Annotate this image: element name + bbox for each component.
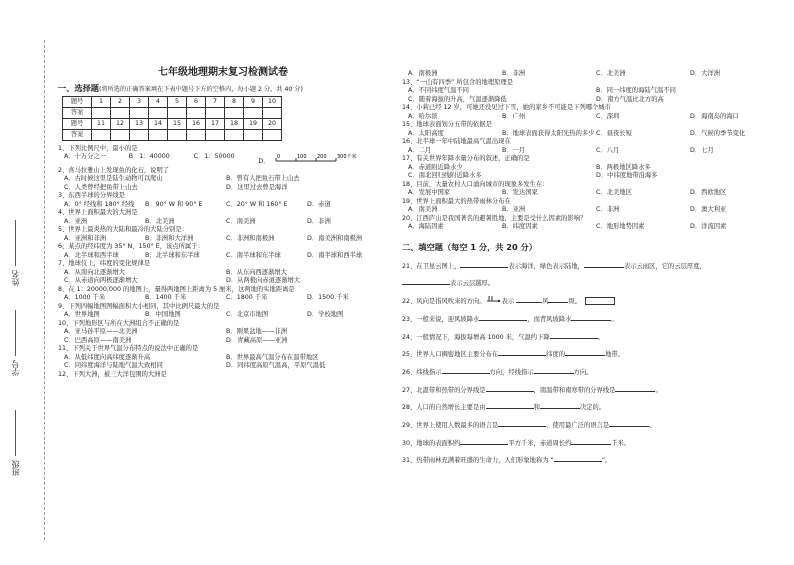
answer-table xyxy=(62,96,282,141)
answer-option[interactable]: C．南半球和东半球 xyxy=(226,251,281,259)
answer-option[interactable]: A．十万分之一 xyxy=(64,153,107,161)
option-row xyxy=(408,87,784,96)
question-number: 6 xyxy=(187,96,206,107)
student-id-field xyxy=(10,310,40,376)
fill-blank[interactable] xyxy=(402,277,450,285)
option-row xyxy=(408,223,784,232)
fill-blank[interactable] xyxy=(540,401,580,409)
fill-blank[interactable] xyxy=(516,295,542,303)
question-stem: 11、下列关于世界气温分布特点的说法中正确的是 xyxy=(58,345,199,353)
fill-text: 平方千米，赤道周长约 xyxy=(508,439,572,447)
answer-option[interactable]: C．南北回归线附近降水多 xyxy=(408,172,482,179)
question-stem: 20、江西庐山是我国著名的避暑胜地，主要是受什么因素的影响？ xyxy=(402,214,587,222)
fill-blank[interactable] xyxy=(486,384,534,392)
fill-text: 级。 xyxy=(568,297,582,305)
question-number: 18 xyxy=(225,118,244,129)
question-stem: 8、在 1：20000,000 的地图上，量得两地图上距离为 5 厘米，这两地的实地距离是 xyxy=(58,285,295,293)
answer-option[interactable]: D．非洲 xyxy=(307,217,331,225)
answer-option[interactable]: C．北美地区 xyxy=(596,189,632,196)
fill-question xyxy=(402,384,784,396)
fill-blank[interactable] xyxy=(534,366,574,374)
answer-table-row xyxy=(63,96,282,107)
answer-cell[interactable] xyxy=(206,107,225,118)
answer-option[interactable]: A．古时候这里是陆生动物可以爬山 xyxy=(64,175,163,183)
question-stem: 3、东西半球的分界线是 xyxy=(58,192,125,200)
answer-option[interactable]: B．同一纬度的海陆气温不同 xyxy=(596,87,676,94)
question-number: 3 xyxy=(130,96,149,107)
option-row xyxy=(64,153,388,167)
answer-cell[interactable] xyxy=(92,107,111,118)
fill-text: 和 xyxy=(533,404,540,412)
fill-blank[interactable] xyxy=(460,260,508,268)
answer-option[interactable]: B．1400 千米 xyxy=(145,294,187,302)
question-number: 12 xyxy=(111,118,130,129)
answer-option[interactable]: A．0° 经线和 180° 经线 xyxy=(64,200,135,208)
answer-option[interactable]: B．刚果盆地——非洲 xyxy=(226,328,287,336)
question-number: 14 xyxy=(149,118,168,129)
scale-bar-graphic xyxy=(274,153,362,163)
question-stem: 17、有关世界年降水量分布的叙述，正确的是 xyxy=(402,155,530,162)
section-fill-heading: 二、填空题（每空 1 分，共 20 分） xyxy=(402,241,537,252)
answer-option[interactable]: B．1：40000 xyxy=(128,153,170,161)
question-number: 10 xyxy=(263,96,282,107)
option-row xyxy=(64,294,388,303)
option-row xyxy=(64,362,388,371)
answer-option[interactable]: A．世界地图 xyxy=(64,311,100,319)
answer-option[interactable]: D．洋流因素 xyxy=(690,223,727,230)
row-label: 答案 xyxy=(63,107,92,118)
answer-cell[interactable] xyxy=(111,107,130,118)
answer-cell[interactable] xyxy=(130,107,149,118)
fill-text: 。 xyxy=(611,315,618,323)
row-label: 题号 xyxy=(63,96,92,107)
name-field xyxy=(10,220,40,286)
question-stem: 19、世界上面积最大的热带雨林分布在 xyxy=(402,197,511,205)
question-stem: 13、“一山有四季” 所包含的地理原理是 xyxy=(402,78,513,86)
fill-text: 27、北温带和热带的分界线是 xyxy=(402,386,486,394)
answer-option[interactable]: A．亚洲 xyxy=(64,217,88,225)
binding-line xyxy=(44,40,45,540)
fill-question xyxy=(402,419,784,431)
wind-legend-box xyxy=(585,297,615,305)
answer-option[interactable]: A．从南向北逐渐增大 xyxy=(64,268,125,276)
fill-text: 30、地球的表面积约 xyxy=(402,439,461,447)
question-stem: 9、下列四幅地图图幅面积大小相同，其中比例尺最大的是 xyxy=(58,302,220,310)
option-row xyxy=(64,311,388,320)
answer-cell[interactable] xyxy=(149,129,168,140)
answer-cell[interactable] xyxy=(244,107,263,118)
student-id-label: 学号 xyxy=(11,360,20,376)
fill-blank[interactable] xyxy=(571,437,611,445)
fill-question xyxy=(402,437,784,449)
answer-cell[interactable] xyxy=(206,129,225,140)
answer-option[interactable]: D．西欧地区 xyxy=(690,189,727,196)
option-row xyxy=(408,130,784,139)
question-stem: 15、地球表面划分五带的依据是 xyxy=(402,121,492,128)
scale-tick-label: 0 xyxy=(276,154,280,161)
answer-option[interactable]: C．深圳 xyxy=(596,112,620,120)
fill-text: ”。 xyxy=(601,457,612,465)
option-row xyxy=(408,172,784,181)
option-row xyxy=(408,113,784,122)
scale-tick-label: 100 xyxy=(296,154,307,161)
answer-option[interactable]: A．亚洲和非洲 xyxy=(64,234,107,242)
answer-option[interactable]: B．两极地区降水多 xyxy=(596,163,651,171)
answer-cell[interactable] xyxy=(187,107,206,118)
answer-option[interactable]: C．随着海拔的升高，气温逐渐降低 xyxy=(408,95,507,103)
question-number: 15 xyxy=(168,118,187,129)
answer-cell[interactable] xyxy=(130,129,149,140)
fill-text: 表示 xyxy=(499,297,517,305)
fill-blank[interactable] xyxy=(609,419,649,427)
fill-blank[interactable] xyxy=(479,313,527,321)
answer-option[interactable]: A．赤道附近降水少 xyxy=(408,163,463,171)
answer-option[interactable]: A．从低纬度向高纬度逐渐升高 xyxy=(64,353,151,361)
answer-option[interactable]: C．非洲 xyxy=(596,206,620,213)
fill-question-list xyxy=(402,260,784,466)
answer-option[interactable]: A．1000 千米 xyxy=(64,294,106,302)
answer-option[interactable]: B．纬度因素 xyxy=(502,223,538,230)
answer-option[interactable]: A．二月 xyxy=(408,146,432,154)
question-number: 17 xyxy=(206,118,225,129)
option-row xyxy=(408,70,784,79)
answer-option[interactable]: B．广州 xyxy=(502,112,526,120)
fill-text: 25、世界人口稠密地区主要分布在 xyxy=(402,351,499,359)
fill-blank[interactable] xyxy=(460,437,508,445)
answer-option[interactable]: C．同纬度海洋与陆地气温大致相同 xyxy=(64,362,163,370)
question-number: 2 xyxy=(111,96,130,107)
fill-text: 21、在卫星云图上， xyxy=(402,262,461,270)
fill-text: 表示云层越厚。 xyxy=(450,280,495,288)
name-label: 姓名 xyxy=(11,270,20,286)
fill-text: 地带。 xyxy=(605,351,624,359)
fill-question xyxy=(402,348,784,360)
fill-blank[interactable] xyxy=(554,454,602,462)
name-line[interactable] xyxy=(16,220,17,266)
answer-option[interactable]: B．世界最高气温分布在温带地区 xyxy=(226,353,319,361)
fill-question xyxy=(402,277,784,289)
fill-text: 24、一般情况下，海拔每增高 1000 米，气温约下降 xyxy=(402,333,550,341)
answer-table-row xyxy=(63,118,282,129)
option-row xyxy=(64,175,388,184)
question-stem: 4、世界上面积最大的大洲是 xyxy=(58,209,138,217)
right-question-list xyxy=(402,70,784,232)
fill-text: 26、纬线指示 xyxy=(402,368,442,376)
fill-text: 千米。 xyxy=(611,439,631,447)
answer-cell[interactable] xyxy=(263,107,282,118)
option-row xyxy=(64,277,388,286)
answer-option[interactable]: C．1：50000 xyxy=(193,153,235,161)
answer-option[interactable]: A．发展中国家 xyxy=(408,189,451,196)
fill-text: 方向，经线指示 xyxy=(489,368,534,376)
fill-question xyxy=(402,313,784,325)
answer-option[interactable]: D．从两极向赤道逐渐增大 xyxy=(226,277,301,285)
fill-text: ，而背风坡降水 xyxy=(527,315,572,323)
answer-cell[interactable] xyxy=(92,129,111,140)
answer-option[interactable]: B．非洲和大洋洲 xyxy=(145,234,194,242)
fill-blank[interactable] xyxy=(565,348,605,356)
answer-option[interactable]: B．北半球和东半球 xyxy=(145,251,200,259)
answer-option[interactable]: D．南半球和西半球 xyxy=(307,251,363,259)
fill-blank[interactable] xyxy=(571,313,611,321)
option-row xyxy=(408,164,784,173)
left-column xyxy=(58,60,388,379)
question-stem: 18、目前，大量农村人口涌向城市的现象多发生在： xyxy=(402,180,549,188)
fill-text: 31、热带雨林充满着旺盛的生命力，人们形象地称为 “ xyxy=(402,457,554,465)
fill-text: 28、人口的自然增长主要是由 xyxy=(402,404,486,412)
question-number: 8 xyxy=(225,96,244,107)
question-number: 9 xyxy=(244,96,263,107)
option-row xyxy=(408,147,784,156)
scale-tick-label: 300千米 xyxy=(336,154,357,161)
answer-option[interactable]: A．不同纬度气温不同 xyxy=(408,87,469,94)
left-question-list xyxy=(58,145,388,380)
answer-option[interactable]: D．南方气温比北方的高 xyxy=(596,95,664,103)
fill-question xyxy=(402,401,784,413)
section-choice-heading xyxy=(58,83,388,94)
question-stem: 16、北半球一年中陆地最高气温出现在 xyxy=(402,138,511,145)
answer-option[interactable]: D．海南岛的海口 xyxy=(690,112,739,120)
answer-option[interactable]: A．哈尔滨 xyxy=(408,112,438,120)
row-label: 题号 xyxy=(63,118,92,129)
answer-cell[interactable] xyxy=(168,129,187,140)
answer-option[interactable]: D．1500 千米 xyxy=(307,294,349,302)
fill-blank[interactable] xyxy=(498,419,546,427)
fill-text: 风 xyxy=(542,297,549,305)
section-choice-title: 一、选择题 xyxy=(58,82,99,93)
question-number: 4 xyxy=(149,96,168,107)
answer-option[interactable]: B．亚洲 xyxy=(502,206,526,213)
option-row xyxy=(408,206,784,215)
fill-text: ，使用最广泛的语言是 xyxy=(546,422,610,429)
answer-option[interactable]: C．昼夜长短 xyxy=(596,129,632,137)
answer-option[interactable]: D．大洋洲 xyxy=(690,70,721,77)
answer-option[interactable]: B．地球表面获得太阳光热的多少 xyxy=(502,129,595,137)
fill-blank[interactable] xyxy=(548,295,568,303)
exam-title: 七年级地理期末复习检测试卷 xyxy=(158,67,288,78)
answer-cell[interactable] xyxy=(111,129,130,140)
option-row xyxy=(408,96,784,105)
answer-option[interactable]: D．七月 xyxy=(690,146,714,154)
answer-option[interactable]: B．一月 xyxy=(502,146,526,154)
class-label: 班级 xyxy=(11,460,20,476)
fill-text: 。 xyxy=(597,333,604,341)
class-field xyxy=(10,410,40,476)
question-stem: 12、下列大洲，被三大洋包围的大洲是 xyxy=(58,370,167,378)
answer-cell[interactable] xyxy=(149,107,168,118)
answer-option[interactable]: A．太阳高度 xyxy=(408,129,444,137)
fill-text: 表示海洋，绿色表示陆地， xyxy=(508,262,584,270)
answer-cell[interactable] xyxy=(244,129,263,140)
option-row xyxy=(64,328,388,337)
answer-option[interactable]: A．亚马孙平原——北美洲 xyxy=(64,328,138,336)
answer-option[interactable]: D．中纬度地带沿海多 xyxy=(596,172,658,179)
answer-option[interactable]: C．北京市地图 xyxy=(226,311,269,319)
fill-text: ，南温带和南寒带的分界线是 xyxy=(533,386,616,394)
answer-cell[interactable] xyxy=(168,107,187,118)
answer-option[interactable]: D．澳大利亚 xyxy=(690,206,727,213)
question-number: 20 xyxy=(263,118,282,129)
answer-option[interactable]: C．巴西高原——南美洲 xyxy=(64,336,132,344)
fill-question xyxy=(402,366,784,378)
answer-cell[interactable] xyxy=(225,129,244,140)
answer-cell[interactable] xyxy=(263,129,282,140)
answer-cell[interactable] xyxy=(225,107,244,118)
question-number: 11 xyxy=(92,118,111,129)
fill-text: 29、世界上使用人数最多的语言是 xyxy=(402,422,499,429)
fill-blank[interactable] xyxy=(442,366,490,374)
fill-blank[interactable] xyxy=(550,331,598,339)
question-number: 19 xyxy=(244,118,263,129)
question-number: 5 xyxy=(168,96,187,107)
wind-symbol-icon xyxy=(486,295,500,307)
answer-option[interactable]: C．人类曾经把鱼带上山去 xyxy=(64,183,138,191)
question-stem: 1、下列比例尺中，最小的是 xyxy=(58,144,138,152)
fill-blank[interactable] xyxy=(498,348,546,356)
fill-blank[interactable] xyxy=(584,260,624,268)
fill-blank[interactable] xyxy=(486,401,534,409)
question-stem: 10、下列地形区与所在大洲组合不正确的是 xyxy=(58,319,180,327)
fill-blank[interactable] xyxy=(615,384,655,392)
answer-cell[interactable] xyxy=(187,129,206,140)
answer-option[interactable]: A．南美洲 xyxy=(408,206,438,213)
answer-option[interactable]: C．北美洲 xyxy=(596,70,626,77)
fill-question xyxy=(402,295,784,307)
answer-option[interactable]: D．这里过去曾是海洋 xyxy=(226,183,288,191)
answer-option[interactable]: D．气候的季节变化 xyxy=(690,129,746,137)
fill-text: 。 xyxy=(649,422,656,429)
question-number: 13 xyxy=(130,118,149,129)
right-column xyxy=(402,70,784,472)
question-stem: 6、某点的经纬度为 35° N、150° E，该点所属于： xyxy=(58,243,204,251)
row-label: 答案 xyxy=(63,129,92,140)
answer-option[interactable]: B．中国地图 xyxy=(145,311,181,319)
fill-text: 纬度的 xyxy=(546,351,566,359)
answer-option[interactable]: B．90° W 和 90° E xyxy=(145,200,203,208)
fill-question xyxy=(402,260,784,272)
student-id-line[interactable] xyxy=(16,310,17,356)
answer-option[interactable]: B．北美洲 xyxy=(145,217,175,225)
section-choice-note: (将所选的正确答案填在下表中题号下方的空格内，每小题 2 分，共 40 分) xyxy=(98,85,303,93)
answer-option[interactable]: C．20° W 和 160° E xyxy=(226,200,288,208)
fill-question xyxy=(402,454,784,466)
question-stem: 14、小莉已经 12 岁，可她还没见过下雪，她的家乡不可能是下列哪个城市 xyxy=(402,104,611,111)
question-stem: 2、喜马拉雅山上发现鱼的化石，说明了 xyxy=(58,166,170,174)
fill-text: 23、一般来说，迎风坡降水 xyxy=(402,315,480,323)
answer-option[interactable]: D．赤道 xyxy=(307,200,331,208)
scale-tick-label: 200 xyxy=(316,154,327,161)
answer-option[interactable]: C．地形地势因素 xyxy=(596,223,645,230)
answer-option[interactable]: D．同纬度高原气温高，平原气温低 xyxy=(226,362,326,370)
answer-option[interactable]: B．从东向西逐渐增大 xyxy=(226,268,287,276)
question-stem: 7、地球仪上，纬度的变化规律是 xyxy=(58,260,151,268)
answer-option[interactable]: B．发达国家 xyxy=(502,189,538,196)
question-number: 1 xyxy=(92,96,111,107)
answer-option[interactable]: C．南美洲 xyxy=(226,217,256,225)
answer-table-row xyxy=(63,107,282,118)
question-stem: 5、世界上最炎热的大陆和最冷的大陆分别是： xyxy=(58,226,188,234)
fill-text: 22、风向是指风吹来的方向。 xyxy=(402,297,486,305)
answer-option[interactable]: A．北半球和西半球 xyxy=(64,251,119,259)
fill-text: 决定的。 xyxy=(579,404,606,412)
answer-table-row xyxy=(63,129,282,140)
answer-option[interactable]: D． 0 100 200 300千米 xyxy=(258,153,388,167)
answer-option[interactable]: B．曾有人把鱼石带上山去 xyxy=(226,175,300,183)
fill-question xyxy=(402,331,784,343)
question-number: 7 xyxy=(206,96,225,107)
answer-option[interactable]: D．学校地图 xyxy=(307,311,344,319)
answer-option[interactable]: A．南极洲 xyxy=(408,70,438,77)
class-line[interactable] xyxy=(16,410,17,456)
answer-option[interactable]: D．青藏高原——亚洲 xyxy=(226,336,288,344)
answer-option[interactable]: C．八月 xyxy=(596,146,620,154)
option-row xyxy=(408,189,784,198)
answer-option[interactable]: C．1800 千米 xyxy=(226,294,268,302)
question-number: 16 xyxy=(187,118,206,129)
fill-text: 方向。 xyxy=(573,368,593,376)
answer-option[interactable]: C．从赤道向两极逐渐增大 xyxy=(64,277,138,285)
answer-option[interactable]: A．海陆因素 xyxy=(408,223,444,230)
answer-option[interactable]: B．非洲 xyxy=(502,70,526,77)
answer-option[interactable]: C．非洲和南极洲 xyxy=(226,234,275,242)
fill-text: 表示云雨区，它的云层厚度， xyxy=(623,262,706,270)
fill-text: 。 xyxy=(655,386,662,394)
answer-option[interactable]: D．南美洲和南极洲 xyxy=(307,234,363,242)
